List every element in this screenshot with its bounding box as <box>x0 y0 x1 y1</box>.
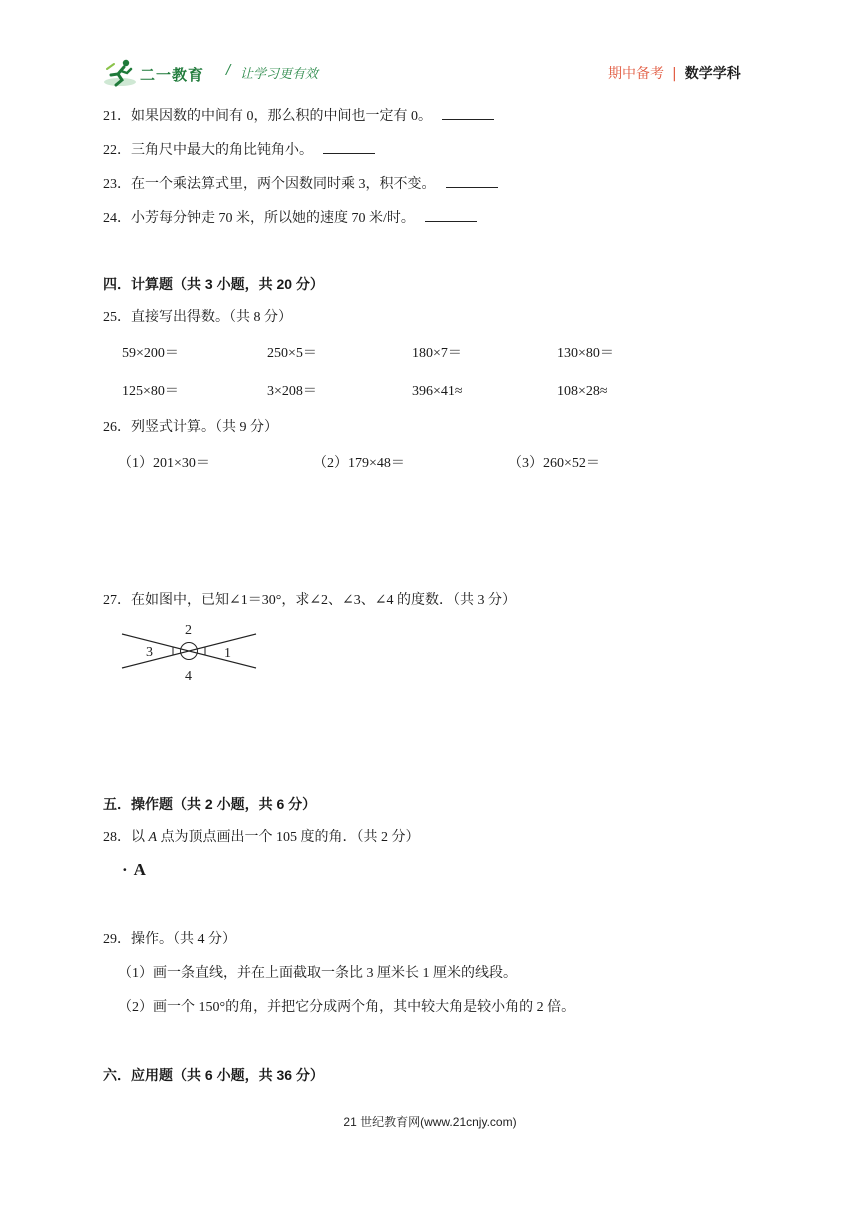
logo-text: 二一教育 <box>140 66 205 84</box>
header-logo <box>102 58 212 88</box>
section-5-title: 五．操作题（共 2 小题，共 6 分） <box>103 796 317 812</box>
question-29-sub2: （2）画一个 150°的角，并把它分成两个角，其中较大角是较小角的 2 倍。 <box>118 1000 576 1015</box>
header-right <box>608 63 741 83</box>
calc-25-8: 108×28≈ <box>557 384 608 399</box>
section-6-title: 六．应用题（共 6 小题，共 36 分） <box>103 1067 324 1083</box>
q28-point-name: A <box>148 830 158 845</box>
question-27-title: 27．在如图中，已知∠1＝30°，求∠2、∠3、∠4 的度数．（共 3 分） <box>103 593 517 608</box>
subject-label: 数学学科 <box>684 66 741 82</box>
question-text: 三角尺中最大的角比钝角小。 <box>131 143 313 158</box>
answer-blank[interactable] <box>442 107 494 120</box>
calc-25-1: 59×200＝ <box>122 346 179 361</box>
question-26-title: 26．列竖式计算。（共 9 分） <box>103 420 278 435</box>
calc-25-4: 130×80＝ <box>557 346 614 361</box>
header-separator: | <box>672 66 677 82</box>
point-a <box>122 860 146 880</box>
calc-25-5: 125×80＝ <box>122 384 179 399</box>
vertical-calc-3: （3）260×52＝ <box>508 456 600 471</box>
vertical-calc-1: （1）201×30＝ <box>118 456 210 471</box>
question-29-sub1: （1）画一条直线，并在上面截取一条比 3 厘米长 1 厘米的线段。 <box>118 966 517 981</box>
point-a-label: A <box>133 860 146 879</box>
angle-label-3: 3 <box>146 645 153 660</box>
question-24: 24．小芳每分钟走 70 米，所以她的速度 70 米/时。 <box>103 209 477 228</box>
angle-label-4: 4 <box>185 669 192 684</box>
question-number: 24 <box>103 211 117 226</box>
slogan: 让学习更有效 <box>240 67 319 82</box>
answer-blank[interactable] <box>446 175 498 188</box>
calc-25-3: 180×7＝ <box>412 346 462 361</box>
section-4-title: 四．计算题（共 3 小题，共 20 分） <box>103 276 324 292</box>
question-25-title: 25．直接写出得数。（共 8 分） <box>103 310 292 325</box>
exam-label: 期中备考 <box>608 66 664 82</box>
angle-label-1: 1 <box>224 646 231 661</box>
page-footer: 21 世纪教育网(www.21cnjy.com) <box>343 1115 517 1129</box>
calc-25-7: 396×41≈ <box>412 384 463 399</box>
question-23: 23．在一个乘法算式里，两个因数同时乘 3，积不变。 <box>103 175 498 194</box>
question-22: 22．三角尺中最大的角比钝角小。 <box>103 141 375 160</box>
question-29-title: 29．操作。（共 4 分） <box>103 932 236 947</box>
answer-blank[interactable] <box>425 209 477 222</box>
question-number: 22 <box>103 143 117 158</box>
question-number: 23 <box>103 177 117 192</box>
q28-text-after: 点为顶点画出一个 105 度的角．（共 2 分） <box>157 830 420 845</box>
runner-logo-icon <box>102 58 138 88</box>
vertical-calc-2: （2）179×48＝ <box>313 456 405 471</box>
question-21: 21．如果因数的中间有 0，那么积的中间也一定有 0。 <box>103 107 494 126</box>
q28-text-before: 28．以 <box>103 830 149 845</box>
calc-25-2: 250×5＝ <box>267 346 317 361</box>
calc-25-6: 3×208＝ <box>267 384 317 399</box>
question-28-title <box>103 829 420 847</box>
question-number: 21 <box>103 109 117 124</box>
slash-divider: / <box>226 63 231 78</box>
angle-label-2: 2 <box>185 623 192 638</box>
question-text: 如果因数的中间有 0，那么积的中间也一定有 0。 <box>131 109 432 124</box>
question-text: 小芳每分钟走 70 米，所以她的速度 70 米/时。 <box>131 211 415 226</box>
intersecting-lines-diagram <box>116 620 266 684</box>
question-text: 在一个乘法算式里，两个因数同时乘 3，积不变。 <box>131 177 436 192</box>
answer-blank[interactable] <box>323 141 375 154</box>
point-dot: · <box>122 860 128 879</box>
